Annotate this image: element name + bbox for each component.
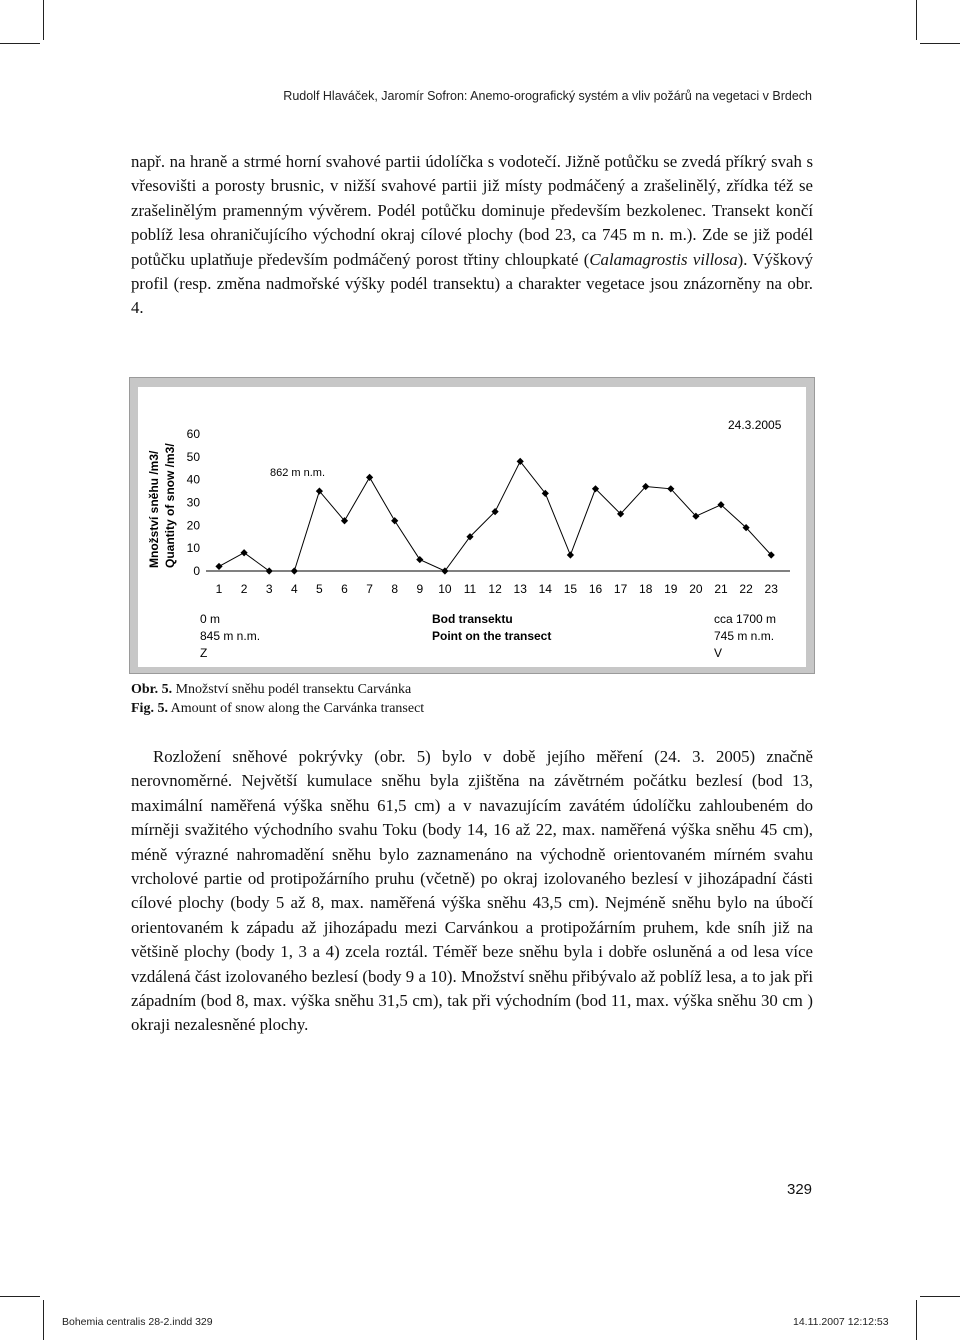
x-tick-label: 3	[265, 582, 273, 596]
x-tick-label: 16	[588, 582, 603, 596]
species-name: Calamagrostis villosa	[589, 249, 738, 269]
right-end-distance: cca 1700 m	[714, 612, 777, 626]
paragraph-results: Rozložení sněhové pokrývky (obr. 5) bylo v době jejího měření (24. 3. 2005) značně nerovnoměrné. Největší kumulace sněhu byla zjištěna na závětrném počátku bezlesí (bod 13, maximální naměřená výška sněhu 61,5 cm) a v navazujícím zavátém údolíčku zahloubeném do mírněji svažitého východního svahu Toku (body 14, 16 až 22, max. naměřená výška sněhu 45 cm), méně výrazné nahromadění sněhu bylo zaznamenáno na východně orientovaném mírném svahu vrcholové partie od protipožárního pruhu (včetně) po okraj izolovaného bezlesí v jihozápadní části cílové plochy (body 5 až 8, max. naměřená výška sněhu 43,5 cm). Nejméně sněhu bylo na úbočí orientovaném k západu až jihozápadu mezi Carvánkou a protipožárním pruhem, kde sníh již na většině plochy (body 1, 3 a 4) zcela roztál. Téměř beze sněhu byla i dobře osluněná a od lesa více vzdálená část izolovaného bezlesí (body 9 a 10). Množství sněhu přibývalo až poblíž lesa, a to jak při západním (bod 8, max. výška sněhu 31,5 cm), tak při východním (bod 11, max. výška sněhu 30 cm ) okraji nezalesněné plochy.	[131, 747, 813, 1035]
x-tick-label: 14	[538, 582, 552, 596]
y-tick-label: 30	[186, 495, 200, 510]
x-tick-label: 8	[391, 582, 399, 596]
peak-annotation: 862 m n.m.	[270, 467, 326, 479]
x-tick-label: 2	[240, 582, 248, 596]
print-slug-date: 14.11.2007 12:12:53	[793, 1316, 889, 1328]
paragraph-text: ). Výškový profil (resp. změna nadmořské výšky podél transektu) a charakter vegetace jsou znázorněny na obr. 4.	[131, 249, 814, 318]
left-end-direction: Z	[200, 646, 208, 660]
x-tick-label: 5	[316, 582, 323, 596]
y-tick-label: 0	[193, 564, 200, 578]
x-tick-label: 10	[438, 582, 452, 596]
left-end-altitude: 845 m n.m.	[200, 629, 261, 643]
crop-mark	[920, 43, 960, 44]
crop-mark	[0, 1296, 40, 1297]
x-tick-label: 23	[764, 582, 778, 596]
paragraph-text: např. na hraně a strmé horní svahové partii údolíčka s vodotečí. Jižně potůčku se zvedá příkrý svah s vřesovišti a porosty brusnic, v nižší svahové partii již místy podmáčený a zrašelinělý, zřídka též se zrašelinělým pramenným vývěrem. Podél potůčku dominuje především bezkolenec. Transekt končí poblíž lesa ohraničujícího východní okraj cílové plochy (bod 23, ca 745 m n. m.). Zde se již podél potůčku uplatňuje především podmáčený porost třtiny chloupkaté (	[131, 152, 813, 269]
x-tick-label: 20	[689, 582, 703, 596]
print-slug-file: Bohemia centralis 28-2.indd 329	[62, 1316, 213, 1328]
chart-date: 24.3.2005	[728, 418, 782, 432]
x-tick-label: 21	[714, 582, 728, 596]
figure-snow-chart	[129, 377, 815, 674]
x-tick-label: 4	[290, 582, 298, 596]
crop-mark	[0, 43, 40, 44]
y-tick-label: 60	[186, 427, 200, 441]
crop-mark	[916, 1300, 917, 1340]
x-tick-label: 13	[513, 582, 527, 596]
x-tick-label: 17	[613, 582, 628, 596]
crop-mark	[920, 1296, 960, 1297]
paragraph-intro	[131, 150, 813, 321]
x-tick-label: 9	[416, 582, 424, 596]
x-tick-label: 11	[463, 582, 477, 596]
y-tick-label: 40	[186, 472, 200, 487]
caption-text: Amount of snow along the Carvánka transect	[167, 701, 425, 716]
y-tick-label: 10	[186, 541, 200, 556]
page-number: 329	[787, 1181, 813, 1198]
x-tick-label: 12	[488, 582, 502, 596]
x-tick-label: 22	[739, 582, 753, 596]
y-tick-label: 50	[186, 449, 200, 464]
caption-label: Fig. 5.	[131, 701, 168, 716]
y-tick-label: 20	[186, 518, 200, 533]
figure-caption-en	[131, 701, 424, 717]
crop-mark	[43, 1300, 44, 1340]
caption-text: Množství sněhu podél transektu Carvánka	[172, 682, 412, 697]
right-end-direction: V	[714, 646, 723, 660]
x-tick-label: 6	[341, 582, 348, 596]
right-end-altitude: 745 m n.m.	[714, 629, 775, 643]
crop-mark	[916, 0, 917, 40]
crop-mark	[43, 0, 44, 40]
x-axis-label-cz: Bod transektu	[432, 612, 513, 626]
y-axis-label-cz: Množství sněhu /m3/	[147, 450, 161, 568]
snow-chart	[130, 378, 814, 673]
x-tick-label: 18	[639, 582, 653, 596]
x-tick-label: 1	[215, 582, 223, 596]
running-header: Rudolf Hlaváček, Jaromír Sofron: Anemo-orografický systém a vliv požárů na vegetaci v Brdech	[283, 89, 812, 103]
x-tick-label: 19	[664, 582, 678, 596]
x-tick-label: 15	[563, 582, 578, 596]
left-end-distance: 0 m	[200, 612, 221, 626]
figure-caption-cz	[131, 682, 411, 698]
y-axis-label-en: Quantity of snow /m3/	[163, 443, 177, 568]
x-tick-label: 7	[366, 582, 373, 596]
x-axis-label-en: Point on the transect	[432, 629, 552, 643]
caption-label: Obr. 5.	[131, 682, 173, 697]
